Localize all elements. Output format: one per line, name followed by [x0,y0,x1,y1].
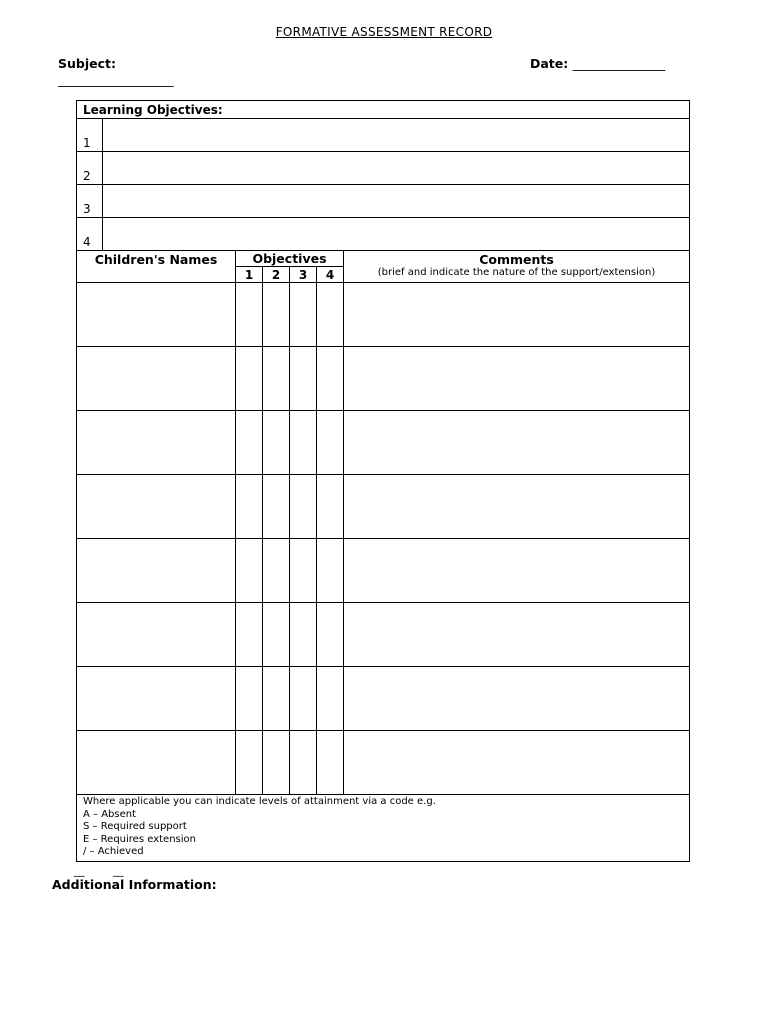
objective-4-cell[interactable] [317,667,344,731]
objective-4-cell[interactable] [317,347,344,411]
comments-title: Comments [479,252,554,267]
attainment-code: A – Absent [83,808,137,820]
table-row [77,283,690,347]
objective-2-cell[interactable] [263,667,290,731]
child-name-cell[interactable] [77,667,236,731]
objective-3-cell[interactable] [290,347,317,411]
additional-information-label: Additional Information: [52,877,217,892]
learning-objective-field[interactable] [103,218,690,251]
learning-objective-row [77,152,690,185]
comments-cell[interactable] [344,475,690,539]
learning-objective-row [77,119,690,152]
objective-1-cell[interactable] [236,347,263,411]
assessment-table [76,100,690,862]
child-name-cell[interactable] [77,347,236,411]
learning-objectives-heading: Learning Objectives: [77,101,690,119]
attainment-codes-intro: Where applicable you can indicate levels of attainment via a code e.g. [83,796,436,807]
stray-mark: __ [74,864,84,877]
subject-label: Subject: [58,56,116,71]
table-row [77,411,690,475]
objective-4-cell[interactable] [317,283,344,347]
objective-4-cell[interactable] [317,539,344,603]
comments-cell[interactable] [344,731,690,795]
comments-subtitle: (brief and indicate the nature of the support/extension) [377,267,656,278]
objective-2-cell[interactable] [263,475,290,539]
learning-objective-field[interactable] [103,119,690,152]
objective-number-header: 3 [290,267,317,283]
objective-3-cell[interactable] [290,283,317,347]
table-row [77,667,690,731]
objective-3-cell[interactable] [290,475,317,539]
table-row [77,603,690,667]
objective-2-cell[interactable] [263,603,290,667]
comments-cell[interactable] [344,283,690,347]
objective-1-cell[interactable] [236,539,263,603]
objective-4-cell[interactable] [317,411,344,475]
table-row [77,475,690,539]
objective-number-header: 1 [236,267,263,283]
childrens-names-header: Children's Names [77,251,236,283]
objective-2-cell[interactable] [263,283,290,347]
attainment-code: S – Required support [83,821,187,832]
comments-cell[interactable] [344,411,690,475]
subject-blank-line[interactable]: ____________________ [58,72,173,87]
comments-cell[interactable] [344,347,690,411]
objective-4-cell[interactable] [317,731,344,795]
objective-4-cell[interactable] [317,475,344,539]
objectives-header: Objectives [236,251,344,267]
table-row [77,731,690,795]
child-name-cell[interactable] [77,283,236,347]
table-row [77,539,690,603]
objective-2-cell[interactable] [263,347,290,411]
objective-2-cell[interactable] [263,411,290,475]
objective-3-cell[interactable] [290,731,317,795]
objective-number-header: 2 [263,267,290,283]
attainment-codes-note [77,795,690,862]
child-name-cell[interactable] [77,603,236,667]
table-row [77,347,690,411]
objective-2-cell[interactable] [263,731,290,795]
objective-1-cell[interactable] [236,411,263,475]
attainment-code: E – Requires extension [83,833,196,845]
objective-1-cell[interactable] [236,283,263,347]
comments-cell[interactable] [344,539,690,603]
document-title: FORMATIVE ASSESSMENT RECORD [275,25,493,39]
learning-objective-number: 4 [77,218,103,251]
child-name-cell[interactable] [77,475,236,539]
objective-1-cell[interactable] [236,603,263,667]
objective-4-cell[interactable] [317,603,344,667]
date-label: Date: [530,56,569,71]
objective-3-cell[interactable] [290,539,317,603]
learning-objective-number: 2 [77,152,103,185]
objective-3-cell[interactable] [290,411,317,475]
objective-3-cell[interactable] [290,603,317,667]
child-name-cell[interactable] [77,539,236,603]
child-name-cell[interactable] [77,411,236,475]
comments-cell[interactable] [344,603,690,667]
learning-objective-number: 3 [77,185,103,218]
child-name-cell[interactable] [77,731,236,795]
objective-3-cell[interactable] [290,667,317,731]
comments-cell[interactable] [344,667,690,731]
stray-mark: __ [113,864,123,877]
learning-objective-row [77,185,690,218]
learning-objective-field[interactable] [103,185,690,218]
objective-1-cell[interactable] [236,667,263,731]
objective-1-cell[interactable] [236,475,263,539]
learning-objective-number: 1 [77,119,103,152]
learning-objective-field[interactable] [103,152,690,185]
attainment-code: / – Achieved [83,846,144,857]
objective-1-cell[interactable] [236,731,263,795]
objective-number-header: 4 [317,267,344,283]
date-field [530,56,665,71]
learning-objective-row [77,218,690,251]
objective-2-cell[interactable] [263,539,290,603]
comments-header [344,251,690,283]
date-blank-line[interactable]: ________________ [572,56,665,71]
